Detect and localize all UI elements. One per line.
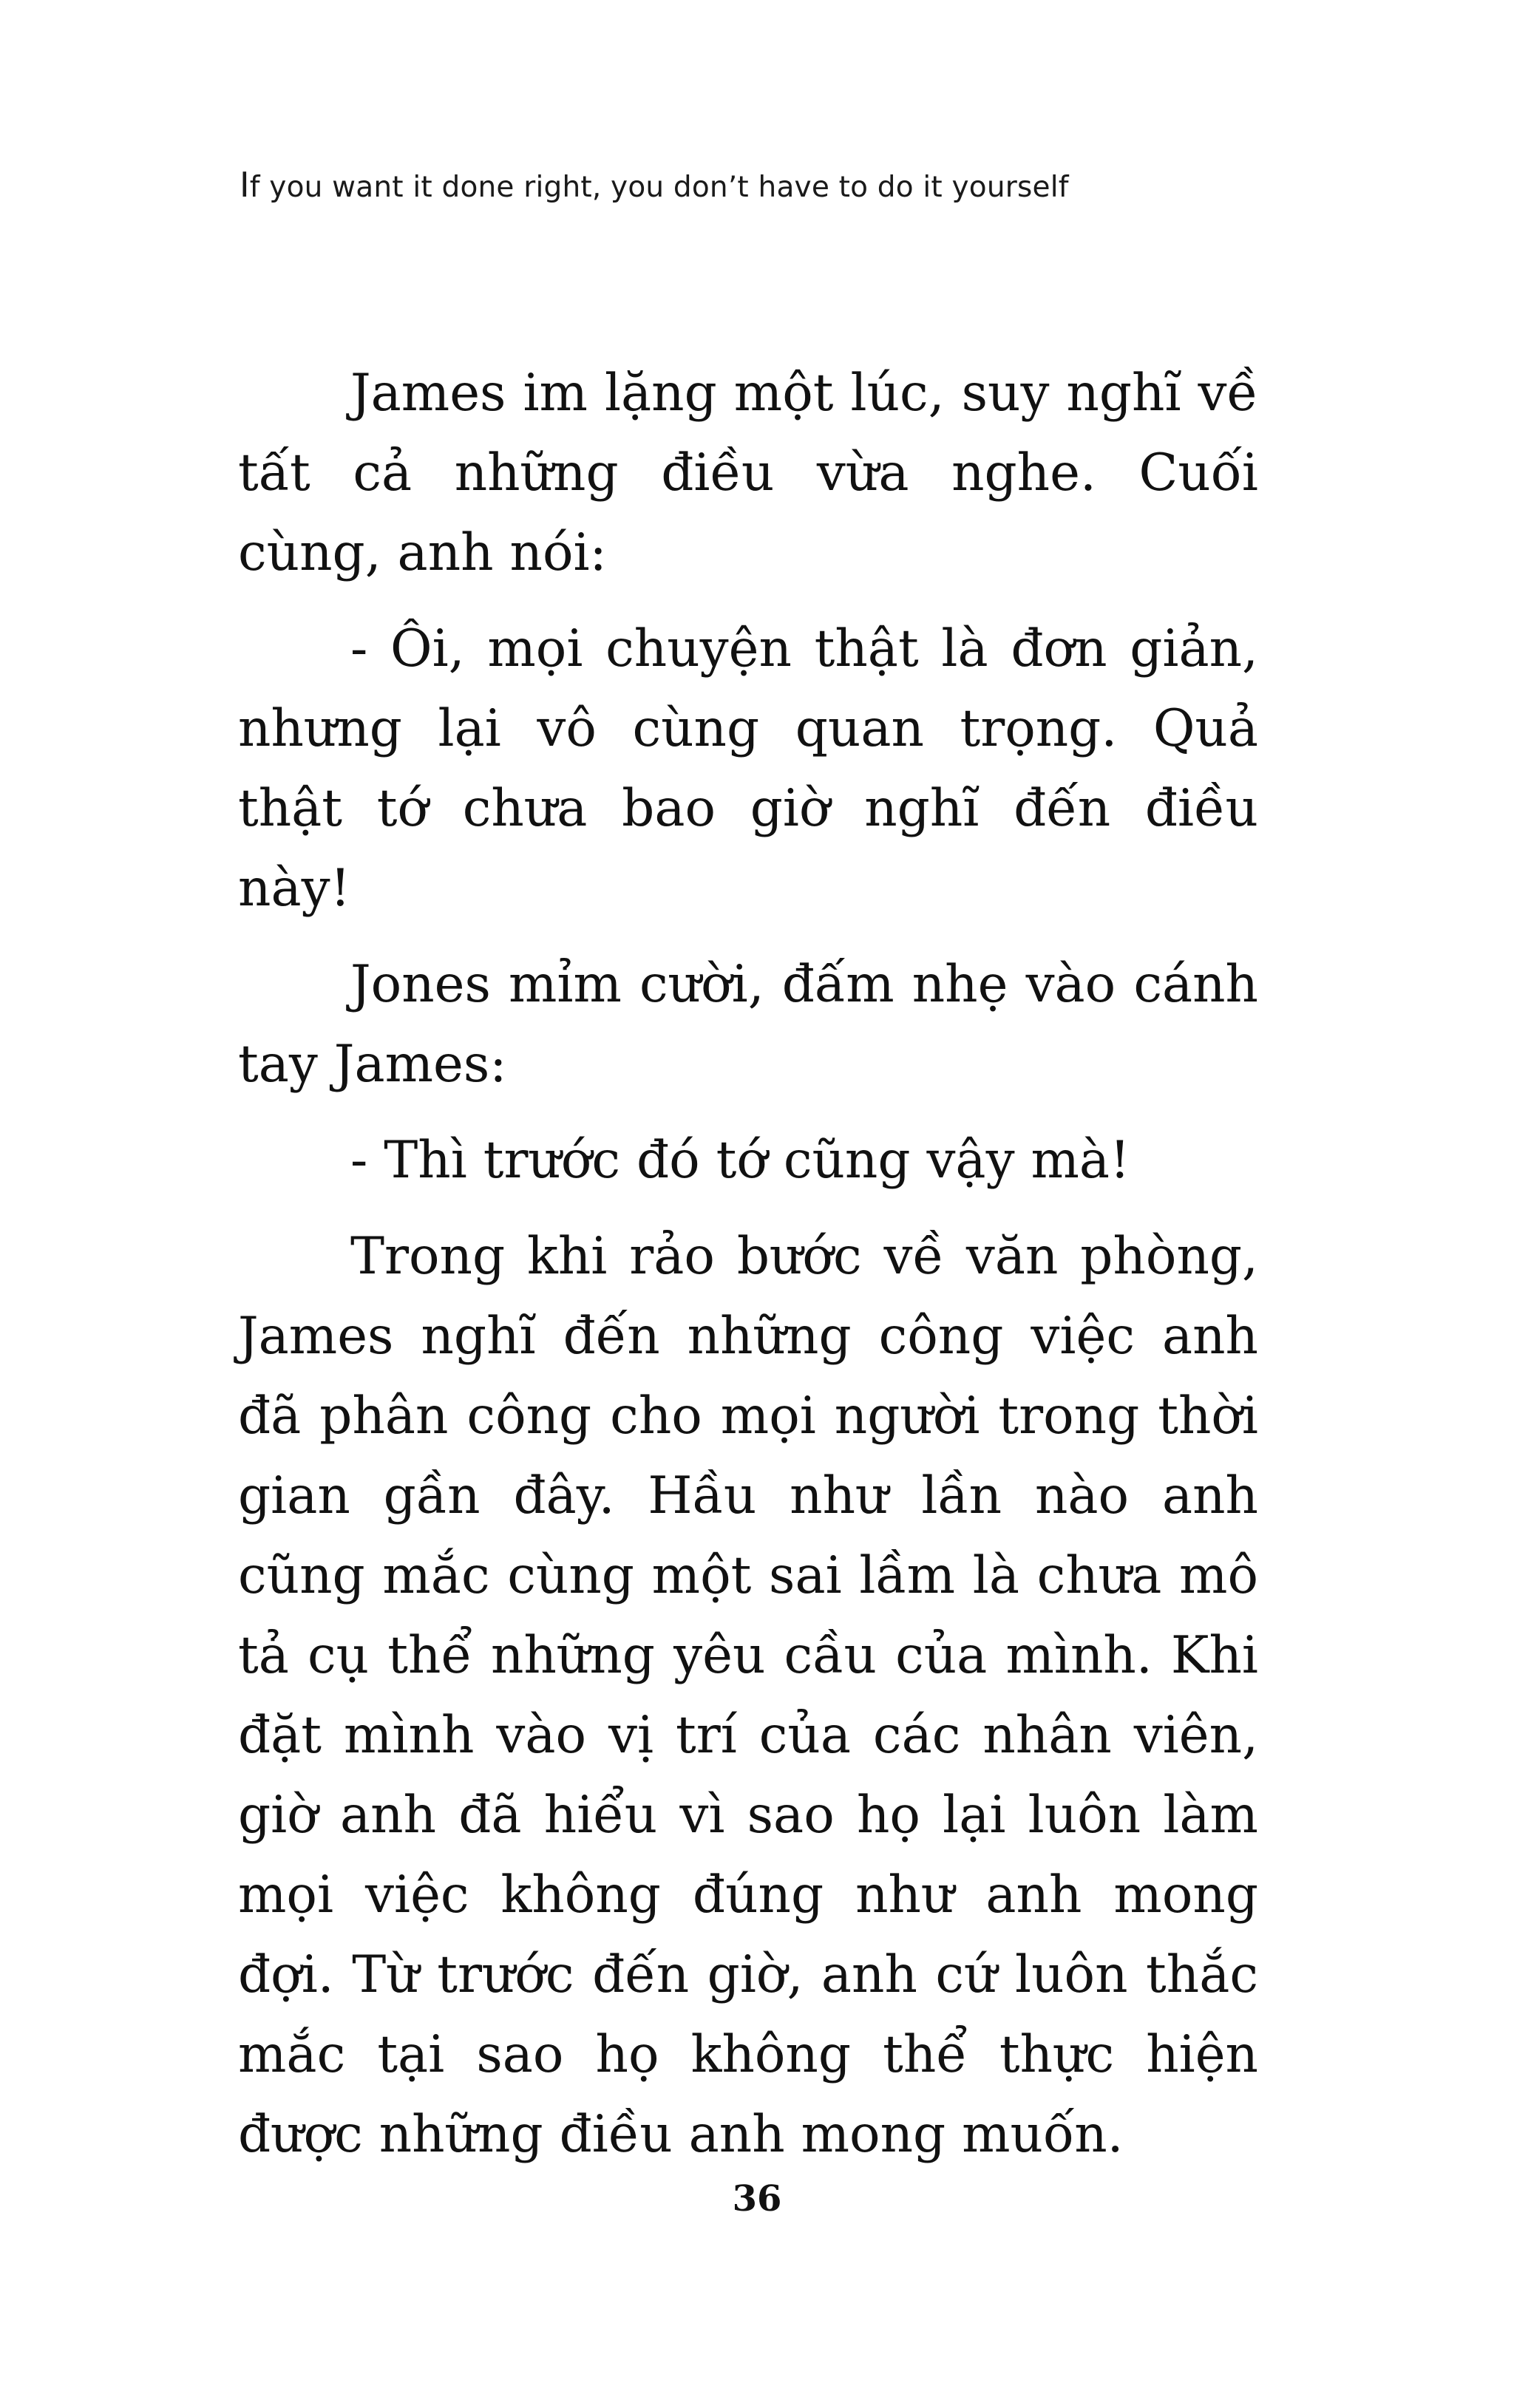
- running-header-initial: I: [240, 165, 250, 205]
- paragraph-1: James im lặng một lúc, suy nghĩ về tất cả những điều vừa nghe. Cuối cùng, anh nói:: [238, 364, 1258, 582]
- running-header-text: f you want it done right, you don’t have to do it yourself: [249, 171, 1069, 204]
- paragraph-3: Jones mỉm cười, đấm nhẹ vào cánh tay James:: [238, 955, 1258, 1094]
- body-text: [238, 353, 1258, 2191]
- page-number: 36: [732, 2178, 782, 2220]
- paragraph-4: - Thì trước đó tớ cũng vậy mà!: [350, 1131, 1130, 1190]
- running-header: [240, 167, 1348, 205]
- paragraph-5: Trong khi rảo bước về văn phòng, James nghĩ đến những công việc anh đã phân công cho mọi người trong thời gian gần đây. Hầu như lần nào anh cũng mắc cùng một sai lầm là chưa mô tả cụ thể những yêu cầu của mình. Khi đặt mình vào vị trí của các nhân viên, giờ anh đã hiểu vì sao họ lại luôn làm mọi việc không đúng như anh mong đợi. Từ trước đến giờ, anh cứ luôn thắc mắc tại sao họ không thể thực hiện được những điều anh mong muốn.: [238, 1227, 1258, 2164]
- paragraph-2: - Ôi, mọi chuyện thật là đơn giản, nhưng lại vô cùng quan trọng. Quả thật tớ chưa bao giờ nghĩ đến điều này!: [238, 619, 1258, 918]
